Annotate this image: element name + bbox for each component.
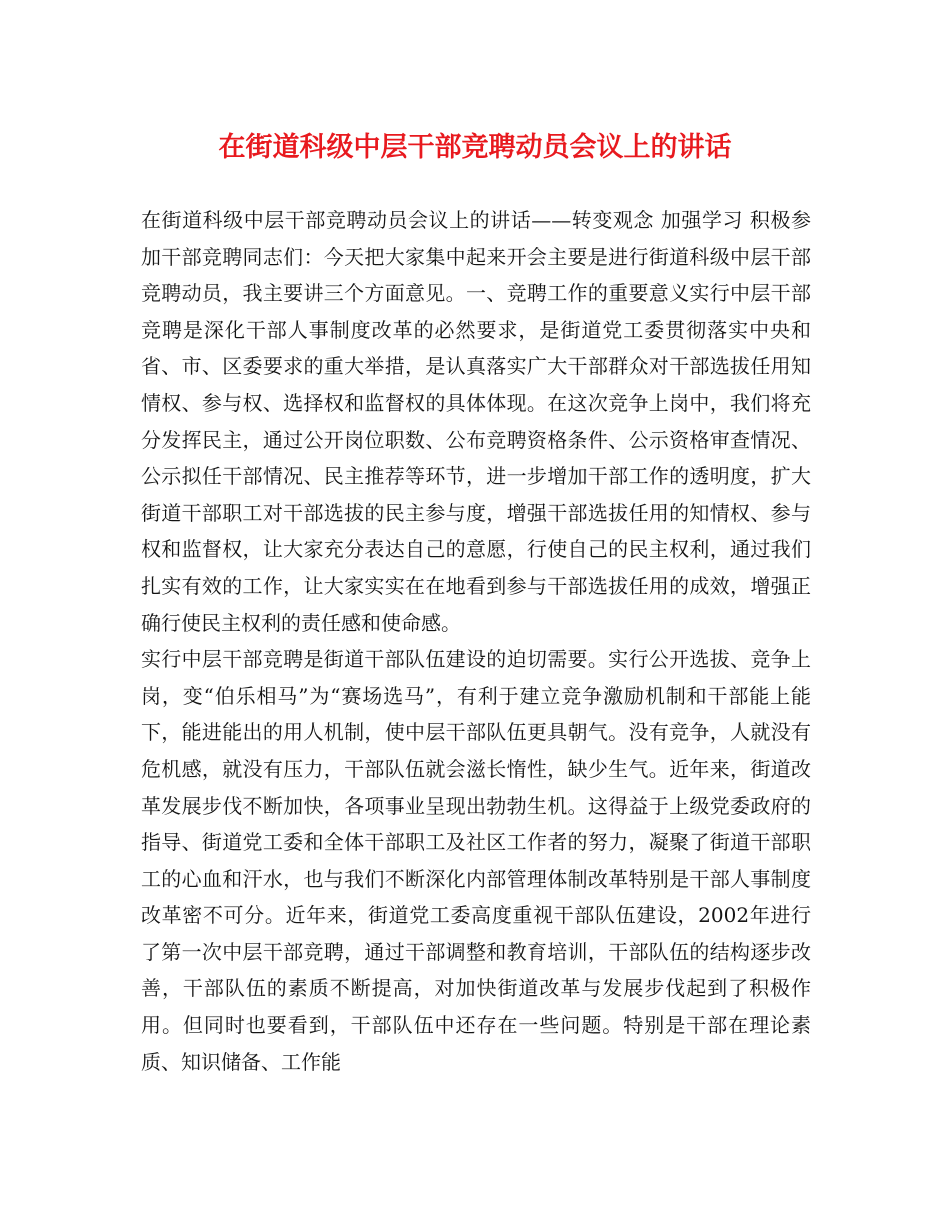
document-body bbox=[141, 202, 811, 1080]
document-title: 在街道科级中层干部竞聘动员会议上的讲话 bbox=[218, 132, 732, 163]
paragraph-1: 在街道科级中层干部竞聘动员会议上的讲话——转变观念 加强学习 积极参加干部竞聘同志们：今天把大家集中起来开会主要是进行街道科级中层干部竞聘动员，我主要讲三个方面意见。一、竞聘工作的重要意义实行中层干部竞聘是深化干部人事制度改革的必然要求，是街道党工委贯彻落实中央和省、市、区委要求的重大举措，是认真落实广大干部群众对干部选拔任用知情权、参与权、选择权和监督权的具体体现。在这次竞争上岗中，我们将充分发挥民主，通过公开岗位职数、公布竞聘资格条件、公示资格审查情况、公示拟任干部情况、民主推荐等环节，进一步增加干部工作的透明度，扩大街道干部职工对干部选拔的民主参与度，增强干部选拔任用的知情权、参与权和监督权，让大家充分表达自己的意愿，行使自己的民主权利，通过我们扎实有效的工作，让大家实实在在地看到参与干部选拔任用的成效，增强正确行使民主权利的责任感和使命感。 bbox=[141, 208, 811, 635]
paragraph-2: 实行中层干部竞聘是街道干部队伍建设的迫切需要。实行公开选拔、竞争上岗，变“伯乐相马”为“赛场选马”，有利于建立竞争激励机制和干部能上能下，能进能出的用人机制，使中层干部队伍更具朝气。没有竞争，人就没有危机感，就没有压力，干部队伍就会滋长惰性，缺少生气。近年来，街道改革发展步伐不断加快，各项事业呈现出勃勃生机。这得益于上级党委政府的指导、街道党工委和全体干部职工及社区工作者的努力，凝聚了街道干部职工的心血和汗水，也与我们不断深化内部管理体制改革特别是干部人事制度改革密不可分。近年来，街道党工委高度重视干部队伍建设，2002年进行了第一次中层干部竞聘，通过干部调整和教育培训，干部队伍的结构逐步改善，干部队伍的素质不断提高，对加快街道改革与发展步伐起到了积极作用。但同时也要看到，干部队伍中还存在一些问题。特别是干部在理论素质、知识储备、工作能 bbox=[141, 647, 811, 1074]
